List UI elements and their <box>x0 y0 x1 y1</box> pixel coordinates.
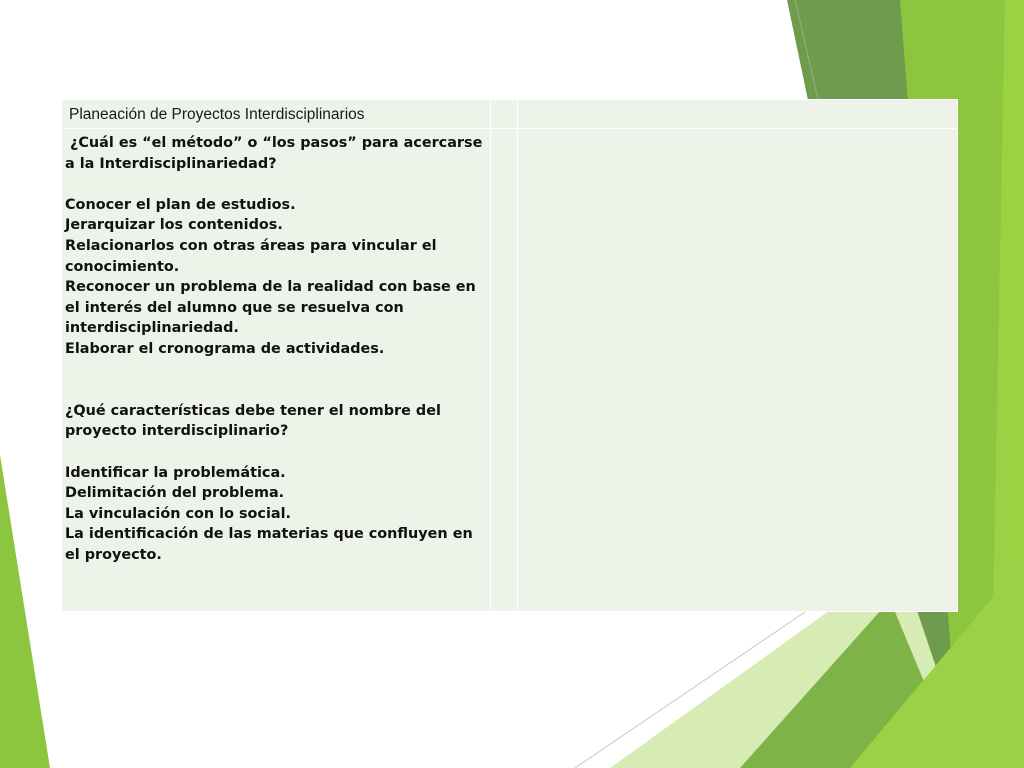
list-item: Relacionarlos con otras áreas para vincular el conocimiento. <box>65 237 437 275</box>
table-body-cell-3 <box>518 129 958 612</box>
deco-shape-left <box>0 455 50 768</box>
list-item: Jerarquizar los contenidos. <box>65 217 283 234</box>
question-project-name: ¿Qué características debe tener el nombre del proyecto interdisciplinario? <box>65 402 441 440</box>
table-header-title: Planeación de Proyectos Interdisciplinarios <box>62 100 491 129</box>
question-method: ¿Cuál es “el método” o “los pasos” para acercarse a la Interdisciplinariedad? <box>65 135 488 172</box>
list-item: Delimitación del problema. <box>65 485 285 502</box>
table-body-text-cell <box>62 129 491 612</box>
list-item: Reconocer un problema de la realidad con base en el interés del alumno que se resuelva con interdisciplinariedad. <box>65 279 476 337</box>
list-item: Identificar la problemática. <box>65 464 286 481</box>
list-item: La vinculación con lo social. <box>65 505 291 522</box>
table-body-cell-2 <box>491 129 518 612</box>
table-header-cell-3 <box>518 100 958 129</box>
table-body-row <box>62 129 958 612</box>
list-item: Conocer el plan de estudios. <box>65 196 296 213</box>
table-header-row <box>62 100 958 129</box>
list-item: Elaborar el cronograma de actividades. <box>65 340 385 357</box>
list-item: La identificación de las materias que confluyen en el proyecto. <box>65 526 473 563</box>
planning-table <box>61 99 958 612</box>
table-header-cell-2 <box>491 100 518 129</box>
